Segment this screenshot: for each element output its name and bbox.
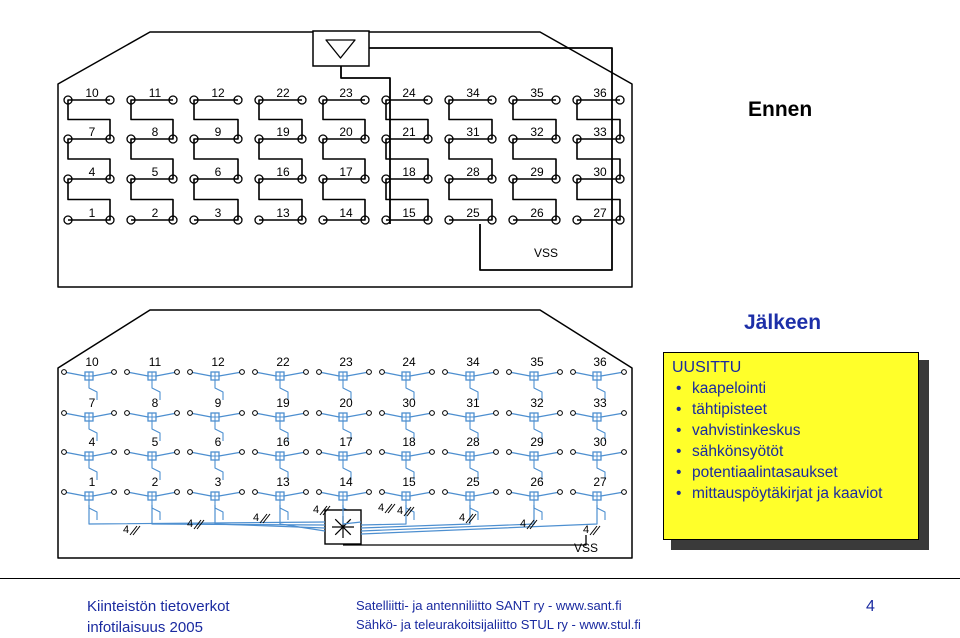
after-socket-icon [62, 370, 67, 375]
after-star-branch [509, 372, 530, 376]
after-socket-icon [380, 490, 385, 495]
bullet-icon: • [676, 401, 682, 418]
after-outlet-number: 2 [151, 475, 159, 489]
after-socket-icon [253, 450, 258, 455]
after-socket-icon [443, 490, 448, 495]
after-socket-icon [367, 450, 372, 455]
after-star-branch [445, 413, 466, 417]
after-socket-icon [240, 490, 245, 495]
before-outlet-number: 26 [530, 206, 544, 220]
after-star-branch [219, 492, 242, 496]
after-outlet-number: 11 [148, 355, 162, 369]
after-socket-icon [571, 450, 576, 455]
after-star-branch [93, 492, 114, 496]
after-star-branch [509, 452, 530, 456]
after-star-branch [127, 413, 148, 417]
footer-org-sant: Satelliitti- ja antenniliitto SANT ry - www.sant.fi [356, 598, 622, 613]
after-socket-icon [380, 411, 385, 416]
after-star-branch [382, 452, 402, 456]
before-outlet-number: 20 [339, 125, 353, 139]
after-star-branch [538, 492, 560, 496]
after-outlet-number: 19 [276, 396, 290, 410]
after-star-branch [410, 452, 432, 456]
after-star-branch [190, 413, 211, 417]
after-star-branch [319, 372, 339, 376]
after-socket-icon [430, 490, 435, 495]
after-bundle-cable [89, 505, 325, 524]
before-outlet-number: 30 [593, 165, 607, 179]
after-star-branch [347, 452, 369, 456]
after-socket-icon [507, 490, 512, 495]
after-socket-icon [253, 490, 258, 495]
after-outlet-number: 8 [151, 396, 159, 410]
before-outlet-number: 13 [276, 206, 290, 220]
after-socket-icon [317, 411, 322, 416]
after-socket-icon [304, 370, 309, 375]
before-outlet-number: 34 [466, 86, 480, 100]
after-socket-icon [558, 490, 563, 495]
after-star-branch [64, 492, 85, 496]
before-outlet-number: 10 [85, 86, 99, 100]
before-outlet-number: 21 [402, 125, 416, 139]
after-outlet-number: 17 [339, 435, 353, 449]
before-outlet-number: 22 [276, 86, 290, 100]
before-outlet-number: 11 [148, 86, 162, 100]
after-socket-icon [507, 370, 512, 375]
after-socket-icon [622, 411, 627, 416]
infobox-item: • mittauspöytäkirjat ja kaaviot [672, 483, 910, 504]
after-vss-label: VSS [573, 541, 599, 555]
after-star-branch [538, 372, 560, 376]
before-outlet-number: 19 [276, 125, 290, 139]
infobox-title: UUSITTU [672, 359, 742, 376]
cable-count-label: 4 [122, 524, 130, 536]
after-star-branch [284, 452, 306, 456]
before-outlet-number: 5 [151, 165, 159, 179]
after-star-branch [127, 452, 148, 456]
after-socket-icon [430, 370, 435, 375]
infobox-list [672, 378, 910, 504]
after-socket-icon [188, 370, 193, 375]
before-outlet-number: 29 [530, 165, 544, 179]
after-star-branch [156, 372, 177, 376]
after-star-branch [156, 452, 177, 456]
after-star-branch [255, 452, 276, 456]
after-outlet-number: 33 [593, 396, 607, 410]
after-outlet-number: 25 [466, 475, 480, 489]
after-drop-cable [534, 500, 542, 520]
before-serial-cable [449, 100, 492, 220]
after-socket-icon [622, 450, 627, 455]
after-socket-icon [240, 411, 245, 416]
after-socket-icon [571, 490, 576, 495]
after-outlet-number: 7 [88, 396, 96, 410]
after-star-branch [93, 413, 114, 417]
before-serial-cable [259, 100, 302, 220]
after-star-branch [156, 492, 177, 496]
after-outlet-number: 18 [402, 435, 416, 449]
after-socket-icon [430, 411, 435, 416]
after-socket-icon [317, 450, 322, 455]
after-outlet-number: 32 [530, 396, 544, 410]
after-drop-cable [597, 500, 605, 520]
before-serial-cable [194, 100, 238, 220]
after-star-branch [474, 492, 496, 496]
after-socket-icon [380, 370, 385, 375]
after-socket-icon [125, 370, 130, 375]
after-socket-icon [188, 411, 193, 416]
before-outlet-number: 6 [214, 165, 222, 179]
after-star-branch [127, 372, 148, 376]
after-outlet-number: 16 [276, 435, 290, 449]
after-outlet-number: 4 [88, 435, 96, 449]
after-star-branch [573, 452, 593, 456]
infobox-item: • kaapelointi [672, 378, 910, 399]
after-star-branch [474, 372, 496, 376]
after-star-branch [382, 372, 402, 376]
after-socket-icon [558, 411, 563, 416]
after-star-branch [255, 492, 276, 496]
after-socket-icon [317, 490, 322, 495]
after-outlet-number: 30 [593, 435, 607, 449]
cable-count-label: 4 [186, 518, 194, 530]
before-outlet-number: 36 [593, 86, 607, 100]
after-socket-icon [443, 370, 448, 375]
after-socket-icon [571, 370, 576, 375]
before-outlet-number: 23 [339, 86, 353, 100]
footer-event-subtitle: infotilaisuus 2005 [87, 619, 203, 636]
after-star-branch [284, 413, 306, 417]
after-outlet-number: 9 [214, 396, 222, 410]
after-drop-cable [215, 500, 223, 520]
after-socket-icon [253, 411, 258, 416]
after-star-branch [319, 452, 339, 456]
after-star-branch [601, 492, 624, 496]
before-outlet-number: 9 [214, 125, 222, 139]
after-star-branch [601, 413, 624, 417]
bullet-icon: • [676, 443, 682, 460]
after-socket-icon [558, 370, 563, 375]
after-star-branch [190, 452, 211, 456]
before-outlet-number: 4 [88, 165, 96, 179]
before-outlet-number: 32 [530, 125, 544, 139]
after-star-branch [190, 372, 211, 376]
after-star-branch [474, 413, 496, 417]
after-star-branch [347, 413, 369, 417]
before-outlet-number: 27 [593, 206, 607, 220]
after-socket-icon [112, 411, 117, 416]
after-socket-icon [253, 370, 258, 375]
after-socket-icon [175, 370, 180, 375]
after-drop-cable [89, 500, 97, 520]
before-outlet-number: 1 [88, 206, 96, 220]
after-socket-icon [622, 370, 627, 375]
cable-count-label: 4 [458, 512, 466, 524]
after-socket-icon [494, 490, 499, 495]
after-star-branch [538, 452, 560, 456]
after-socket-icon [494, 450, 499, 455]
after-star-branch [190, 492, 211, 496]
after-socket-icon [240, 370, 245, 375]
after-socket-icon [175, 450, 180, 455]
after-star-branch [319, 413, 339, 417]
after-star-branch [445, 492, 466, 496]
before-outlet-number: 33 [593, 125, 607, 139]
after-star-branch [347, 492, 369, 496]
cable-count-label: 4 [396, 505, 404, 517]
before-outlet-number: 2 [151, 206, 159, 220]
bullet-icon: • [676, 485, 682, 502]
after-socket-icon [494, 370, 499, 375]
renovation-infobox [663, 352, 919, 540]
after-star-branch [64, 372, 85, 376]
infobox-item: • vahvistinkeskus [672, 420, 910, 441]
before-outlet-number: 28 [466, 165, 480, 179]
after-socket-icon [240, 450, 245, 455]
after-socket-icon [304, 450, 309, 455]
after-socket-icon [125, 490, 130, 495]
after-outlet-number: 30 [402, 396, 416, 410]
after-outlet-number: 35 [530, 355, 544, 369]
footer-org-stul: Sähkö- ja teleurakoitsijaliitto STUL ry - www.stul.fi [356, 617, 641, 632]
after-socket-icon [112, 490, 117, 495]
after-star-branch [538, 413, 560, 417]
after-star-branch [474, 452, 496, 456]
before-outlet-number: 15 [402, 206, 416, 220]
before-serial-cable [68, 100, 110, 220]
before-serial-cable [513, 100, 556, 220]
before-serial-cable [131, 100, 173, 220]
after-outlet-number: 20 [339, 396, 353, 410]
before-outlet-number: 14 [339, 206, 353, 220]
bullet-icon: • [676, 380, 682, 397]
before-outlet-number: 7 [88, 125, 96, 139]
after-socket-icon [304, 490, 309, 495]
after-socket-icon [317, 370, 322, 375]
after-socket-icon [380, 450, 385, 455]
after-socket-icon [571, 411, 576, 416]
after-socket-icon [367, 370, 372, 375]
after-star-branch [219, 372, 242, 376]
after-drop-cable [406, 500, 414, 520]
after-socket-icon [443, 450, 448, 455]
after-star-branch [93, 372, 114, 376]
after-outlet-number: 23 [339, 355, 353, 369]
before-outlet-number: 18 [402, 165, 416, 179]
after-outlet-number: 13 [276, 475, 290, 489]
after-socket-icon [443, 411, 448, 416]
after-outlet-number: 28 [466, 435, 480, 449]
after-socket-icon [125, 450, 130, 455]
after-star-branch [410, 492, 432, 496]
after-star-branch [156, 413, 177, 417]
after-socket-icon [112, 370, 117, 375]
before-outlet-number: 12 [211, 86, 225, 100]
after-socket-icon [367, 490, 372, 495]
after-star-branch [573, 372, 593, 376]
after-star-branch [347, 372, 369, 376]
after-outlet-number: 29 [530, 435, 544, 449]
cable-count-label: 4 [377, 502, 385, 514]
after-star-branch [382, 492, 402, 496]
infobox-item: • tähtipisteet [672, 399, 910, 420]
bullet-icon: • [676, 464, 682, 481]
after-star-branch [255, 413, 276, 417]
after-socket-icon [188, 490, 193, 495]
before-outlet-number: 17 [339, 165, 353, 179]
page-number: 4 [866, 598, 875, 615]
after-star-branch [219, 413, 242, 417]
after-star-branch [127, 492, 148, 496]
cable-count-label: 4 [312, 504, 320, 516]
footer-event [87, 596, 230, 638]
after-outlet-number: 26 [530, 475, 544, 489]
infobox-item: • potentiaalintasaukset [672, 462, 910, 483]
after-socket-icon [430, 450, 435, 455]
after-outlet-number: 5 [151, 435, 159, 449]
after-outlet-number: 6 [214, 435, 222, 449]
after-star-branch [601, 452, 624, 456]
after-heading: Jälkeen [744, 311, 822, 334]
after-star-branch [445, 452, 466, 456]
before-outlet-number: 3 [214, 206, 222, 220]
after-socket-icon [125, 411, 130, 416]
before-outlet-number: 8 [151, 125, 159, 139]
after-star-branch [509, 413, 530, 417]
cable-count-label: 4 [519, 518, 527, 530]
before-serial-cable [386, 100, 428, 220]
after-vss-cable [343, 535, 586, 545]
after-socket-icon [62, 490, 67, 495]
before-serial-cable [323, 100, 365, 220]
after-star-branch [93, 452, 114, 456]
after-drop-cable [152, 500, 160, 520]
after-socket-icon [112, 450, 117, 455]
after-socket-icon [175, 411, 180, 416]
after-star-branch [219, 452, 242, 456]
footer-divider [0, 578, 960, 579]
cable-count-label: 4 [582, 524, 590, 536]
after-outlet-number: 3 [214, 475, 222, 489]
before-outlet-number: 16 [276, 165, 290, 179]
before-vss-label: VSS [533, 246, 559, 260]
after-socket-icon [188, 450, 193, 455]
before-outlet-number: 24 [402, 86, 416, 100]
after-star-branch [255, 372, 276, 376]
after-outlet-number: 31 [466, 396, 480, 410]
after-star-branch [410, 413, 432, 417]
after-socket-icon [507, 450, 512, 455]
before-outlet-number: 35 [530, 86, 544, 100]
after-star-branch [319, 492, 339, 496]
after-outlet-number: 24 [402, 355, 416, 369]
head-end-box [313, 31, 369, 66]
after-star-branch [284, 492, 306, 496]
after-outlet-number: 34 [466, 355, 480, 369]
after-star-branch [382, 413, 402, 417]
footer-organizations [356, 596, 641, 634]
after-socket-icon [494, 411, 499, 416]
after-outlet-number: 14 [339, 475, 353, 489]
before-outlet-number: 31 [466, 125, 480, 139]
cable-count-label: 4 [252, 512, 260, 524]
after-star-branch [601, 372, 624, 376]
after-socket-icon [175, 490, 180, 495]
after-outlet-number: 10 [85, 355, 99, 369]
after-socket-icon [62, 411, 67, 416]
before-heading: Ennen [748, 98, 813, 121]
after-star-branch [509, 492, 530, 496]
after-star-branch [445, 372, 466, 376]
after-outlet-number: 27 [593, 475, 607, 489]
after-socket-icon [622, 490, 627, 495]
after-outlet-number: 1 [88, 475, 96, 489]
after-outlet-number: 36 [593, 355, 607, 369]
after-socket-icon [507, 411, 512, 416]
after-star-branch [573, 492, 593, 496]
after-outlet-number: 12 [211, 355, 225, 369]
after-socket-icon [367, 411, 372, 416]
after-outlet-number: 22 [276, 355, 290, 369]
footer-event-title: Kiinteistön tietoverkot [87, 598, 230, 615]
before-serial-cable [577, 100, 620, 220]
after-socket-icon [62, 450, 67, 455]
after-socket-icon [558, 450, 563, 455]
before-outlet-number: 25 [466, 206, 480, 220]
infobox-item: • sähkönsyötöt [672, 441, 910, 462]
after-star-branch [284, 372, 306, 376]
after-socket-icon [304, 411, 309, 416]
after-star-branch [410, 372, 432, 376]
bullet-icon: • [676, 422, 682, 439]
after-outlet-number: 15 [402, 475, 416, 489]
after-star-branch [64, 452, 85, 456]
after-drop-cable [280, 500, 288, 520]
after-star-branch [64, 413, 85, 417]
after-star-branch [573, 413, 593, 417]
